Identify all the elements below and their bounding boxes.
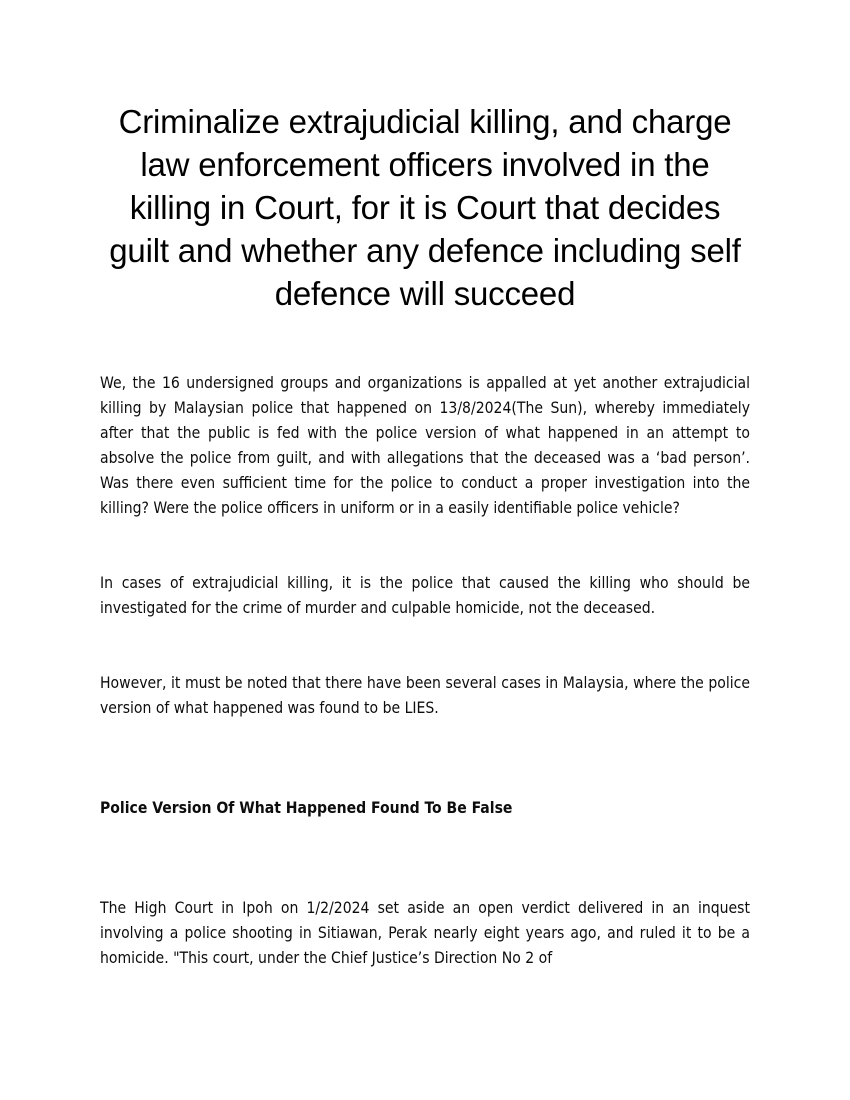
paragraph-investigation: In cases of extrajudicial killing, it is the police that caused the killing who should be investigated for the crime of murder and culpable homicide, not the deceased. — [100, 574, 750, 617]
heading-spacer — [100, 871, 750, 896]
title-body-spacer — [100, 315, 750, 371]
paragraph-intro: We, the 16 undersigned groups and organizations is appalled at yet another extrajudicial killing by Malaysian police that happened on 13/8/2024(The Sun), whereby immediately after that the public is fed with the police version of what happened in an attempt to absolve the police from guilt, and with allegations that the deceased was a ‘bad person’. Was there even sufficient time for the police to conduct a proper investigation into the killing? Were the police officers in uniform or in a easily identifiable police vehicle? — [100, 374, 750, 517]
paragraph-spacer — [100, 521, 750, 571]
paragraph-lies: However, it must be noted that there have been several cases in Malaysia, where the police version of what happened was found to be LIES. — [100, 674, 750, 717]
document-content-column — [100, 0, 750, 971]
paragraph-spacer — [100, 821, 750, 871]
heading-spacer — [100, 771, 750, 796]
section-heading-police-version: Police Version Of What Happened Found To Be False — [100, 799, 513, 817]
paragraph-high-court-ipoh: The High Court in Ipoh on 1/2/2024 set aside an open verdict delivered in an inquest involving a police shooting in Sitiawan, Perak nearly eight years ago, and ruled it to be a homicide. "This court, under the Chief Justice’s Direction No 2 of — [100, 899, 750, 967]
paragraph-spacer — [100, 721, 750, 771]
document-title: Criminalize extrajudicial killing, and charge law enforcement officers involved in the killing in Court, for it is Court that decides guilt and whether any defence including self defence will succeed — [109, 103, 741, 312]
paragraph-spacer — [100, 621, 750, 671]
document-body — [100, 315, 750, 971]
